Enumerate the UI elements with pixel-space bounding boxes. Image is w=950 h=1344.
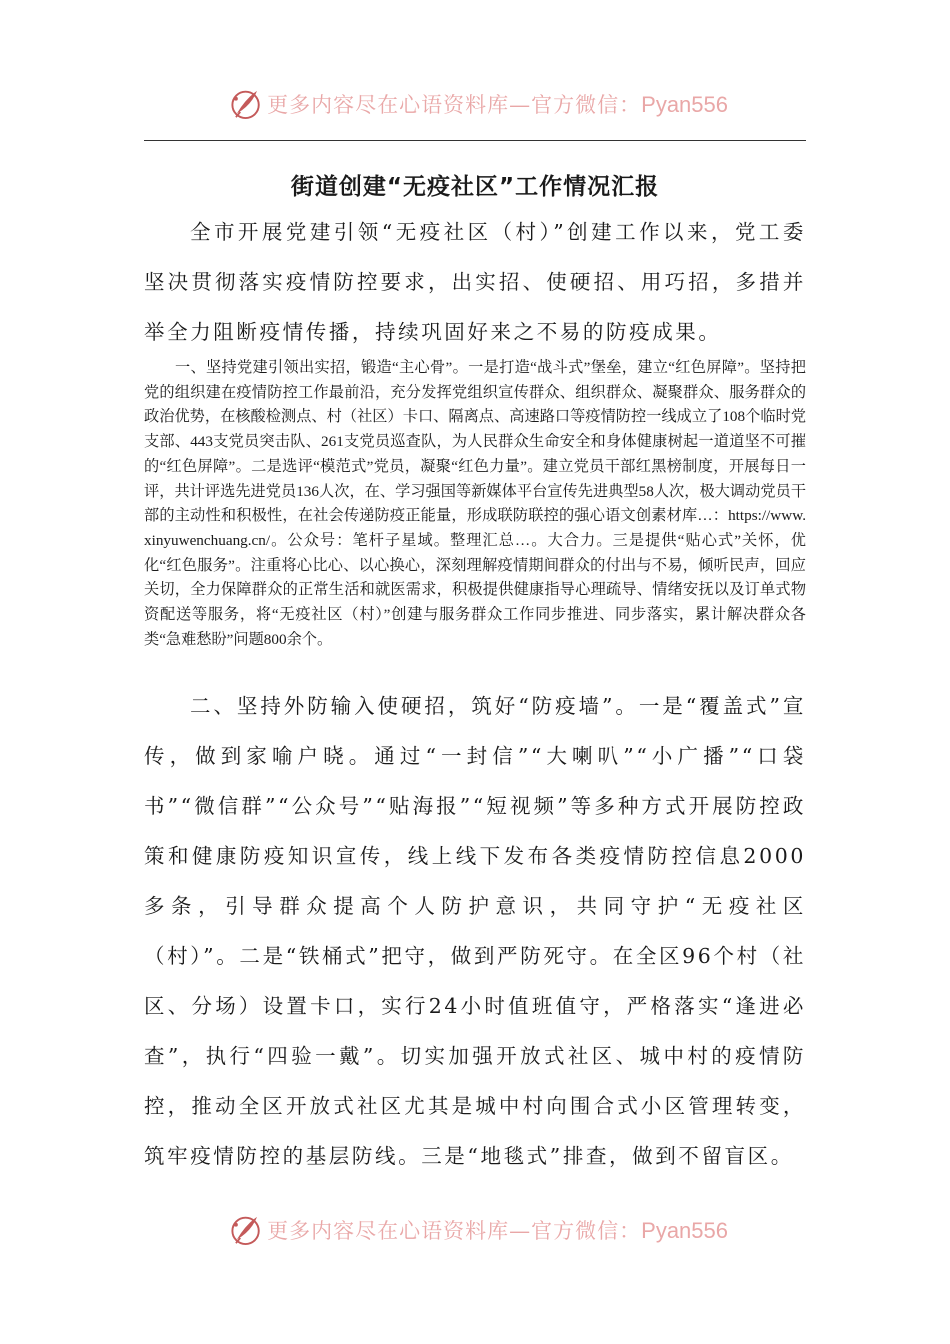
quill-logo-icon <box>228 1211 263 1249</box>
document-title: 街道创建“无疫社区”工作情况汇报 <box>290 174 660 200</box>
header-divider <box>144 140 806 141</box>
intro-paragraph: 全市开展党建引领“无疫社区（村）”创建工作以来，党工委坚决贯彻落实疫情防控要求，出实招、使硬招、用巧招，多措并举全力阻断疫情传播，持续巩固好来之不易的防疫成果。 <box>144 220 806 344</box>
section-2-paragraph: 二、坚持外防输入使硬招，筑好“防疫墙”。一是“覆盖式”宣传，做到家喻户晓。通过“一封信”“大喇叭”“小广播”“口袋书”“微信群”“公众号”“贴海报”“短视频”等多种方式开展防控政策和健康防疫知识宣传，线上线下发布各类疫情防控信息2000多条，引导群众提高个人防护意识，共同守护“无疫社区（村）”。二是“铁桶式”把守，做到严防死守。在全区96个村（社区、分场）设置卡口，实行24小时值班值守，严格落实“逢进必查”，执行“四验一戴”。切实加强开放式社区、城中村的疫情防控，推动全区开放式社区尤其是城中村向围合式小区管理转变，筑牢疫情防控的基层防线。三是“地毯式”排查，做到不留盲区。 <box>144 694 806 1168</box>
section-1-paragraph: 一、坚持党建引领出实招，锻造“主心骨”。一是打造“战斗式”堡垒，建立“红色屏障”。坚持把党的组织建在疫情防控工作最前沿，充分发挥党组织宣传群众、组织群众、凝聚群众、服务群众的政治优势，在核酸检测点、村（社区）卡口、隔离点、高速路口等疫情防控一线成立了108个临时党支部、443支党员突击队、261支党员巡查队，为人民群众生命安全和身体健康树起一道道坚不可摧的“红色屏障”。二是选评“模范式”党员，凝聚“红色力量”。建立党员干部红黑榜制度，开展每日一评，共计评选先进党员136人次，在、学习强国等新媒体平台宣传先进典型58人次，极大调动党员干部的主动性和积极性，在社会传递防疫正能量，形成联防联控的强心语文创素材库…：https://www.xinyuwenchuang.cn/。公众号：笔杆子星域。整理汇总…。大合力。三是提供“贴心式”关怀，优化“红色服务”。注重将心比心、以心换心，深刻理解疫情期间群众的付出与不易，倾听民声，回应关切，全力保障群众的正常生活和就医需求，积极提供健康指导心理疏导、情绪安抚以及订单式物资配送等服务，将“无疫社区（村）”创建与服务群众工作同步推进、同步落实，累计解决群众各类“急难愁盼”问题800余个。 <box>144 359 806 648</box>
banner-text: 更多内容尽在心语资料库—官方微信：Pyan556 <box>267 1218 728 1243</box>
header-banner <box>228 82 728 126</box>
banner-text: 更多内容尽在心语资料库—官方微信：Pyan556 <box>267 92 728 117</box>
footer-banner <box>228 1208 728 1252</box>
quill-logo-icon <box>228 85 263 123</box>
wechat-id: Pyan556 <box>641 1218 728 1243</box>
wechat-id: Pyan556 <box>641 92 728 117</box>
